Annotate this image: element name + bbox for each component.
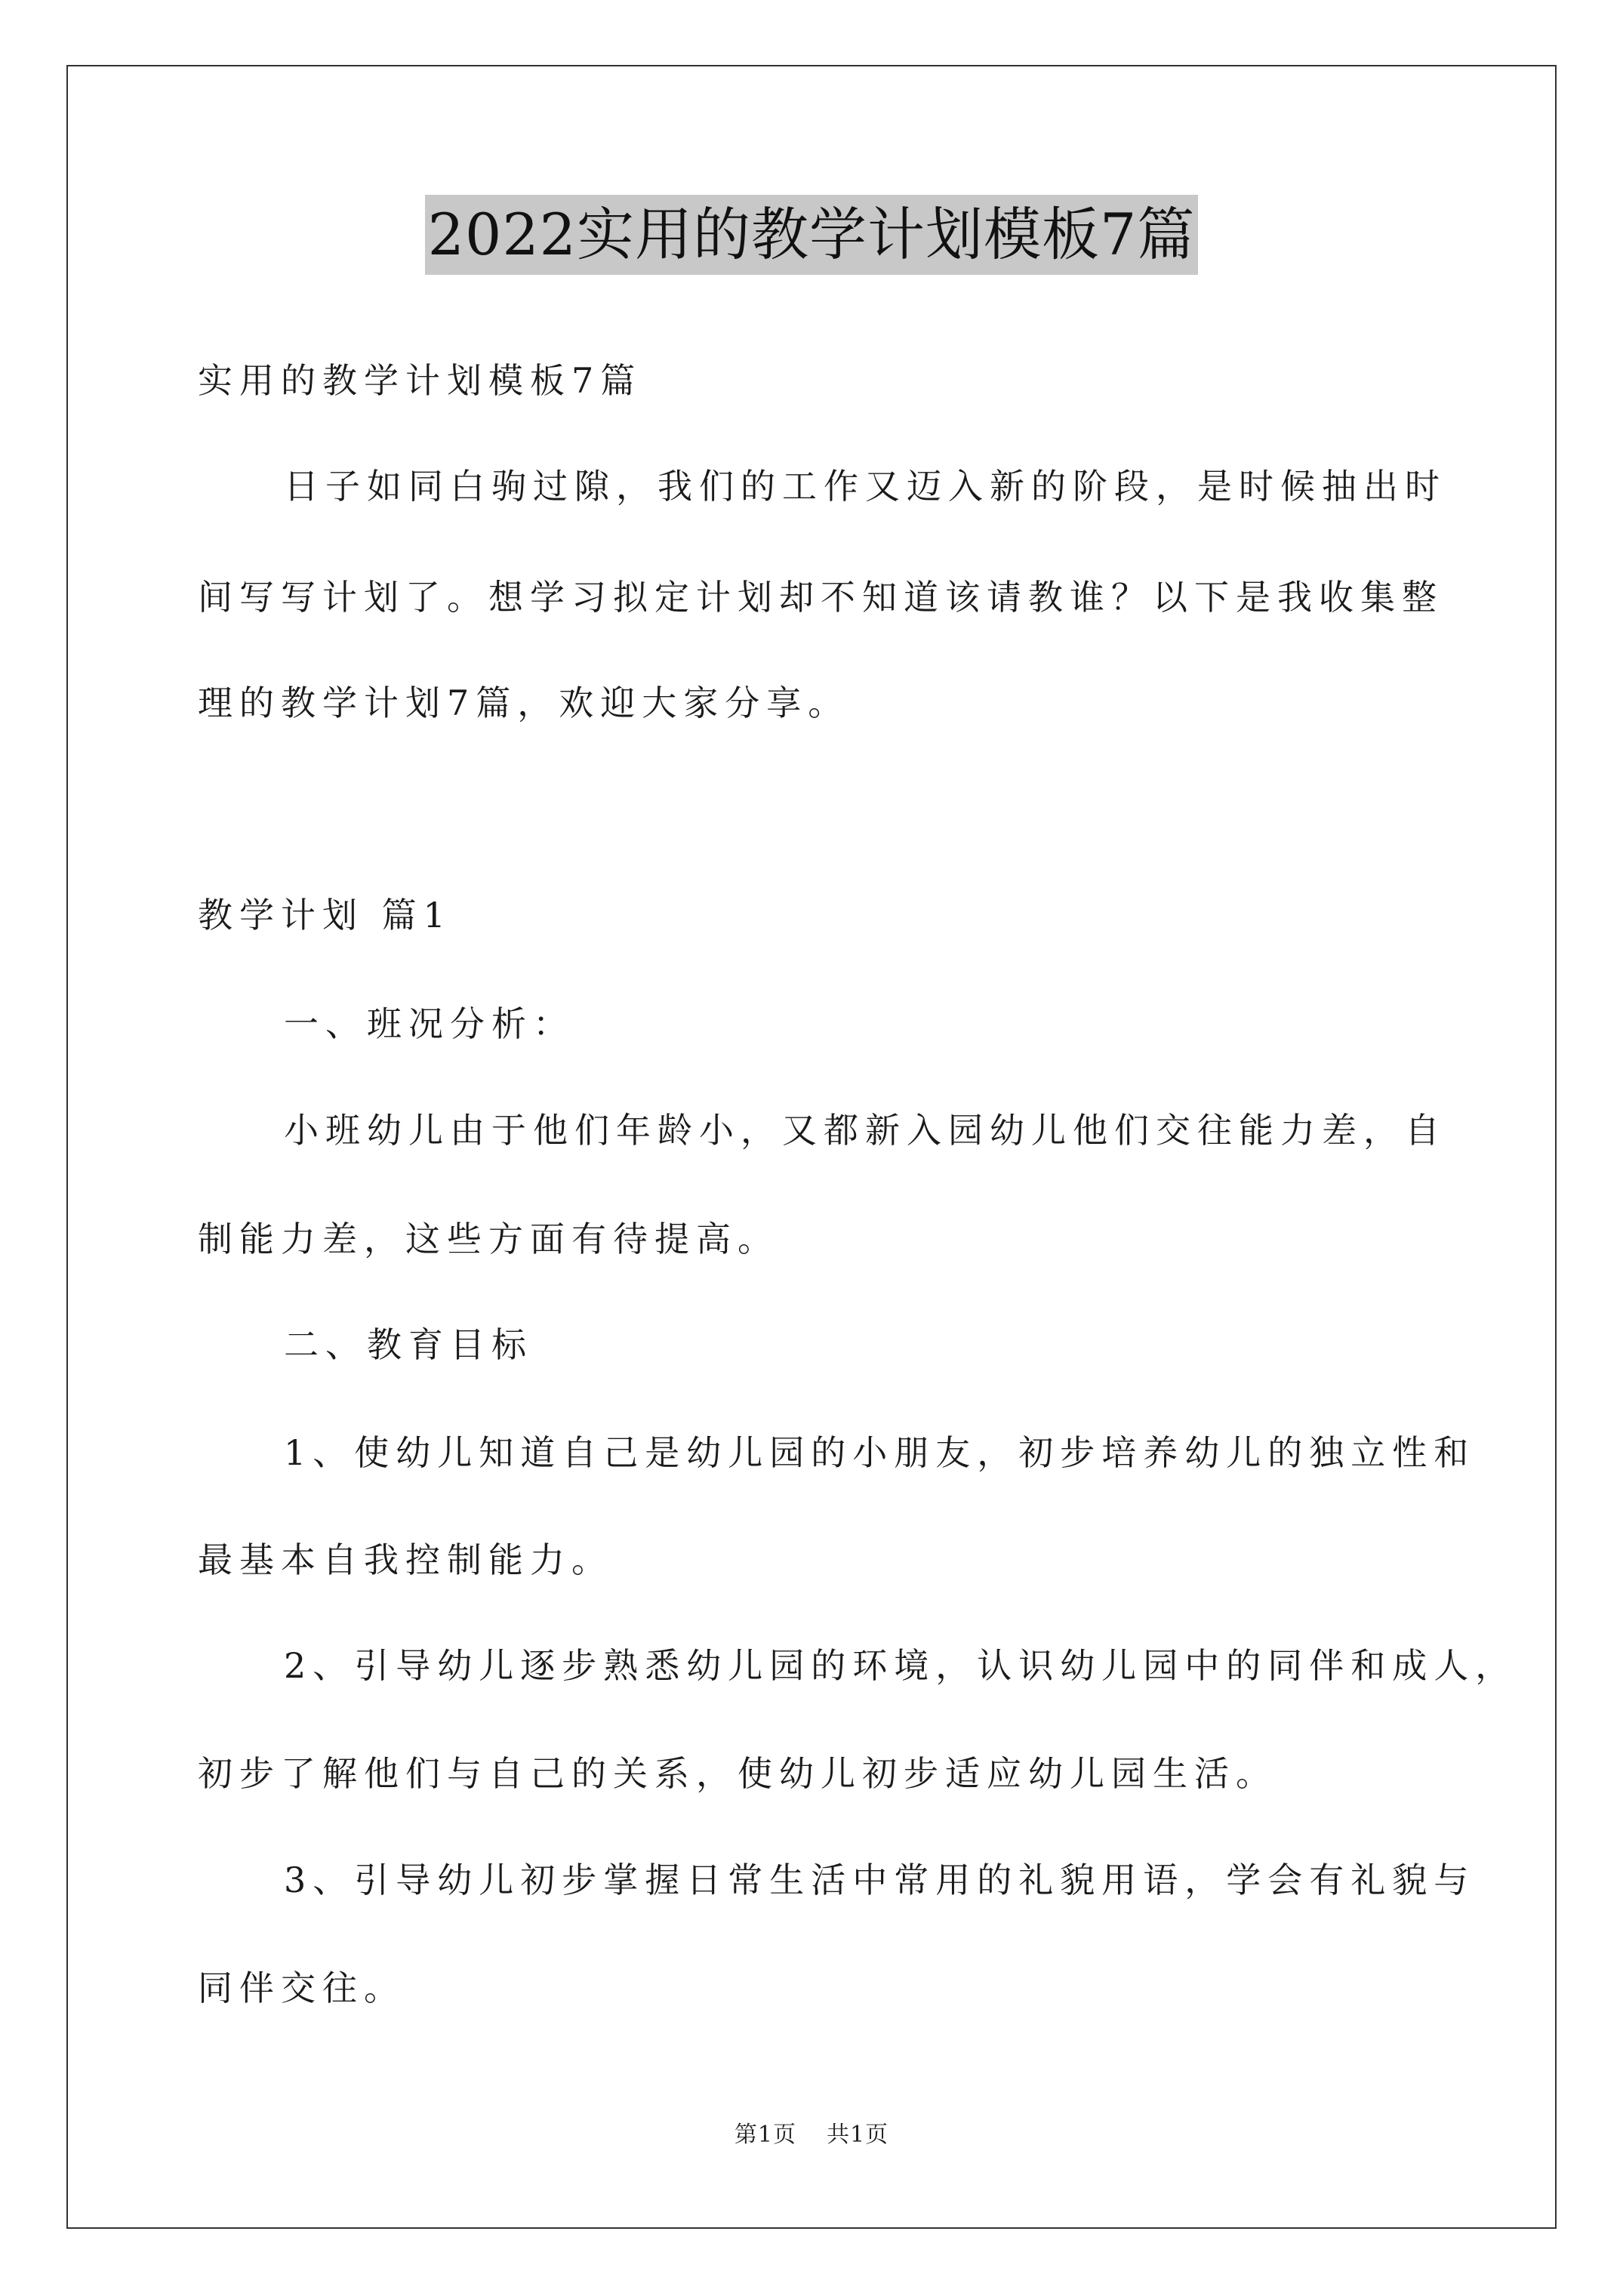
goal-2-line-2: 初步了解他们与自己的关系，使幼儿初步适应幼儿园生活。 bbox=[198, 1753, 1277, 1794]
goal-3-line-2: 同伴交往。 bbox=[198, 1968, 405, 2008]
heading-education-goals: 二、教育目标 bbox=[284, 1324, 533, 1365]
title-container bbox=[0, 195, 1623, 275]
analysis-paragraph-line-2: 制能力差，这些方面有待提高。 bbox=[198, 1219, 779, 1259]
analysis-paragraph-line-1: 小班幼儿由于他们年龄小，又都新入园幼儿他们交往能力差，自 bbox=[284, 1110, 1446, 1151]
intro-paragraph-line-1: 日子如同白驹过隙，我们的工作又迈入新的阶段，是时候抽出时 bbox=[284, 466, 1446, 507]
document-title: 2022实用的教学计划模板7篇 bbox=[425, 195, 1199, 275]
heading-class-analysis: 一、班况分析： bbox=[284, 1003, 574, 1044]
intro-paragraph-line-3: 理的教学计划7篇，欢迎大家分享。 bbox=[198, 683, 850, 723]
intro-paragraph-line-2: 间写写计划了。想学习拟定计划却不知道该请教谁？以下是我收集整 bbox=[198, 577, 1443, 618]
goal-1-line-2: 最基本自我控制能力。 bbox=[198, 1539, 613, 1580]
section-heading: 教学计划 篇1 bbox=[198, 895, 452, 935]
goal-1-line-1: 1、使幼儿知道自己是幼儿园的小朋友，初步培养幼儿的独立性和 bbox=[284, 1432, 1476, 1473]
page-number-current: 第1页 bbox=[734, 2122, 796, 2148]
page-footer bbox=[0, 2116, 1623, 2149]
subtitle-line: 实用的教学计划模板7篇 bbox=[198, 360, 642, 401]
page-number-total: 共1页 bbox=[827, 2122, 889, 2148]
goal-2-line-1: 2、引导幼儿逐步熟悉幼儿园的环境，认识幼儿园中的同伴和成人， bbox=[284, 1645, 1517, 1686]
goal-3-line-1: 3、引导幼儿初步掌握日常生活中常用的礼貌用语，学会有礼貌与 bbox=[284, 1860, 1476, 1900]
